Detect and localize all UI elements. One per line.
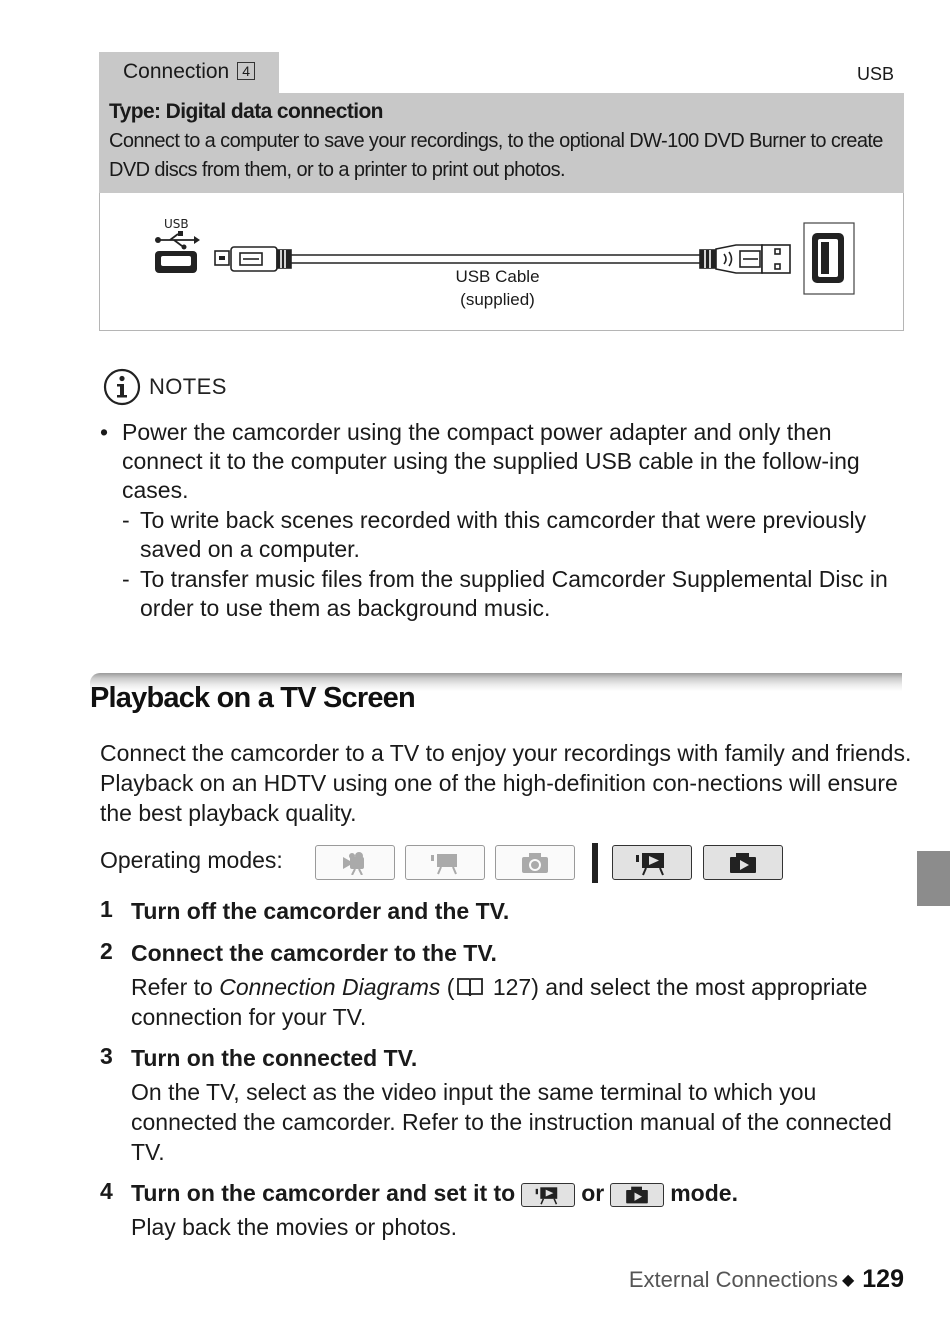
section-title: Playback on a TV Screen	[90, 682, 415, 714]
step-heading: Connect the camcorder to the TV.	[131, 940, 497, 966]
bullet: •	[100, 419, 109, 445]
connection-tab	[99, 52, 279, 93]
mode-separator	[592, 843, 598, 883]
mini-usb-port-icon	[155, 251, 197, 273]
page-footer	[629, 1265, 904, 1294]
cable-label-line1: USB Cable	[455, 267, 540, 286]
page-reference: 127)	[486, 974, 539, 1000]
camera-icon	[518, 851, 552, 875]
usb-trident-icon	[155, 231, 200, 250]
connection-tab-label: Connection	[123, 60, 230, 83]
cable-label	[440, 265, 555, 311]
connection-header	[99, 93, 904, 193]
step-body: Refer to Connection Diagrams ( 127) and select the most appropriate connection for your TV.	[131, 974, 868, 1030]
mode-movie-record	[315, 845, 395, 880]
connection-description: Connect to a computer to save your recordings, to the optional DW-100 DVD Burner to create DVD discs from them, or to a printer to print out photos.	[109, 130, 883, 181]
note-text: Power the camcorder using the compact power adapter and only then connect it to the computer using the supplied USB cable in the follow-ing cases.	[122, 419, 860, 503]
cable-label-line2: (supplied)	[460, 290, 535, 309]
mode-camera	[495, 845, 575, 880]
info-icon	[103, 368, 143, 408]
operating-modes	[100, 845, 800, 883]
inline-photo-playback-icon	[610, 1183, 664, 1207]
note-subitem: - To transfer music files from the supplied Camcorder Supplemental Disc in order to use them as background music.	[122, 566, 888, 621]
step-1	[100, 896, 912, 926]
chapter-tab-marker	[917, 851, 950, 906]
connection-tab-number: 4	[237, 62, 255, 80]
step-number: 4	[100, 1178, 113, 1204]
note-subitem-text: To transfer music files from the supplied Camcorder Supplemental Disc in order to use them as background music.	[140, 566, 888, 621]
step-heading: Turn on the connected TV.	[131, 1045, 418, 1071]
computer-usb-port-icon	[804, 223, 854, 294]
operating-modes-label: Operating modes:	[100, 847, 283, 873]
port-label: USB	[856, 64, 894, 84]
step-number: 1	[100, 896, 113, 922]
movie-playback-icon	[633, 850, 671, 876]
cross-reference-link[interactable]: Connection Diagrams	[219, 974, 441, 1000]
photo-playback-icon	[726, 851, 760, 875]
footer-separator: ◆	[841, 1272, 855, 1289]
notes-title: NOTES	[149, 374, 227, 399]
note-subitem-text: To write back scenes recorded with this camcorder that were previously saved on a computer.	[140, 507, 867, 562]
step-body: On the TV, select as the video input the same terminal to which you connected the camcorder. Refer to the instruction manual of the connected TV.	[131, 1079, 892, 1165]
step-heading: Turn off the camcorder and the TV.	[131, 898, 510, 924]
note-item	[100, 418, 910, 623]
step-number: 2	[100, 938, 113, 964]
note-subitem: - To write back scenes recorded with this camcorder that were previously saved on a computer.	[122, 507, 867, 562]
book-icon	[456, 976, 484, 998]
movie-record-icon	[338, 851, 372, 875]
movie-playback-mode-icon	[428, 851, 462, 875]
port-caption: USB	[164, 217, 189, 231]
mode-movie-play	[405, 845, 485, 880]
page-number: 129	[862, 1265, 904, 1293]
section-intro: Connect the camcorder to a TV to enjoy your recordings with family and friends. Playback on an HDTV using one of the high-definition con-nections will ensure the best playback quality.	[100, 740, 912, 826]
step-body: Play back the movies or photos.	[131, 1214, 457, 1240]
step-heading: Turn on the camcorder and set it to or mode.	[131, 1180, 738, 1206]
connection-type: Type: Digital data connection	[109, 100, 383, 123]
step-2	[100, 938, 912, 1032]
mode-movie-playback	[612, 845, 692, 880]
notes-list	[100, 418, 910, 623]
inline-movie-playback-icon	[521, 1183, 575, 1207]
usb-plug-right	[700, 245, 790, 273]
mini-usb-plug-left	[215, 247, 291, 271]
step-number: 3	[100, 1043, 113, 1069]
step-3	[100, 1043, 912, 1167]
step-4	[100, 1178, 912, 1242]
usb-cable-line	[291, 255, 700, 263]
connection-diagram	[99, 193, 904, 331]
footer-section-name: External Connections	[628, 1267, 838, 1292]
steps-list	[100, 896, 912, 1242]
mode-photo-playback	[703, 845, 783, 880]
